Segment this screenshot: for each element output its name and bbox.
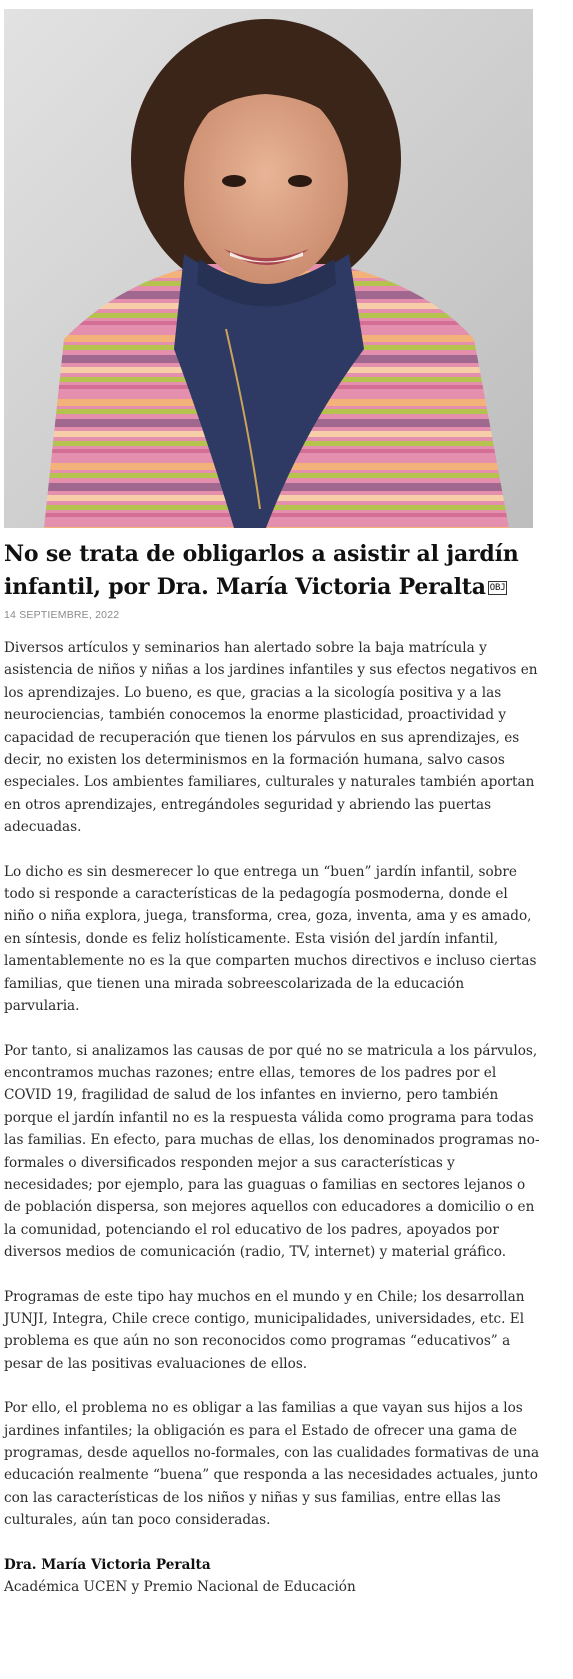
article-paragraph: Por ello, el problema no es obligar a las familias a que vayan sus hijos a los jardines infantiles; la obligación es para el Estado de ofrecer una gama de programas, desde aquellos no-formales, con las cualidades formativas de una educación realmente “buena” que responda a las necesidades actuales, junto con las características de los niños y niñas y sus familias, entre ellas las culturales, aún tan poco consideradas. [4,1400,540,1529]
author-name: Dra. María Victoria Peralta [4,1556,211,1573]
article-hero-photo [4,9,533,528]
article-title-text: No se trata de obligarlos a asistir al jardín infantil, por Dra. María Victoria Peralta [4,541,519,600]
portrait-image [4,9,533,528]
article-date: 14 SEPTIEMBRE, 2022 [4,609,120,621]
author-role: Académica UCEN y Premio Nacional de Educación [4,1579,356,1596]
article-paragraph: Lo dicho es sin desmerecer lo que entrega un “buen” jardín infantil, sobre todo si responde a características de la pedagogía posmoderna, donde el niño o niña explora, juega, transforma, crea, goza, inventa, ama y es amado, en síntesis, donde es feliz holísticamente. Esta visión del jardín infantil, lamentablemente no es la que comparten muchos directivos e incluso ciertas familias, que tienen una mirada sobreescolarizada de la educación parvularia. [4,863,537,1015]
object-replacement-glyph: OBJ [489,583,506,593]
article-paragraph: Por tanto, si analizamos las causas de por qué no se matricula a los párvulos, encontramos muchas razones; entre ellas, temores de los padres por el COVID 19, fragilidad de salud de los infantes en invierno, pero también porque el jardín infantil no es la respuesta válida como programa para todas las familias. En efecto, para muchas de ellas, los denominados programas no-formales o diversificados responden mejor a sus características y necesidades; por ejemplo, para las guaguas o familias en sectores lejanos o de población dispersa, son mejores aquellos con educadores a domicilio o en la comunidad, potenciando el rol educativo de los padres, apoyados por diversos medios de comunicación (radio, TV, internet) y material gráfico. [4,1042,540,1261]
article-paragraph: Diversos artículos y seminarios han alertado sobre la baja matrícula y asistencia de niños y niñas a los jardines infantiles y sus efectos negativos en los aprendizajes. Lo bueno, es que, gracias a la sicología positiva y a las neurociencias, también conocemos la enorme plasticidad, proactividad y capacidad de recuperación que tienen los párvulos en sus aprendizajes, es decir, no existen los determinismos en la formación humana, salvo casos especiales. Los ambientes familiares, culturales y naturales también aportan en otros aprendizajes, entregándoles seguridad y abriendo las puertas adecuadas. [4,640,538,836]
article-body [4,637,542,1598]
article-paragraph: Programas de este tipo hay muchos en el mundo y en Chile; los desarrollan JUNJI, Integra, Chile crece contigo, municipalidades, universidades, etc. El problema es que aún no son reconocidos como programas “educativos” a pesar de las positivas evaluaciones de ellos. [4,1288,525,1372]
article-title [4,538,564,604]
